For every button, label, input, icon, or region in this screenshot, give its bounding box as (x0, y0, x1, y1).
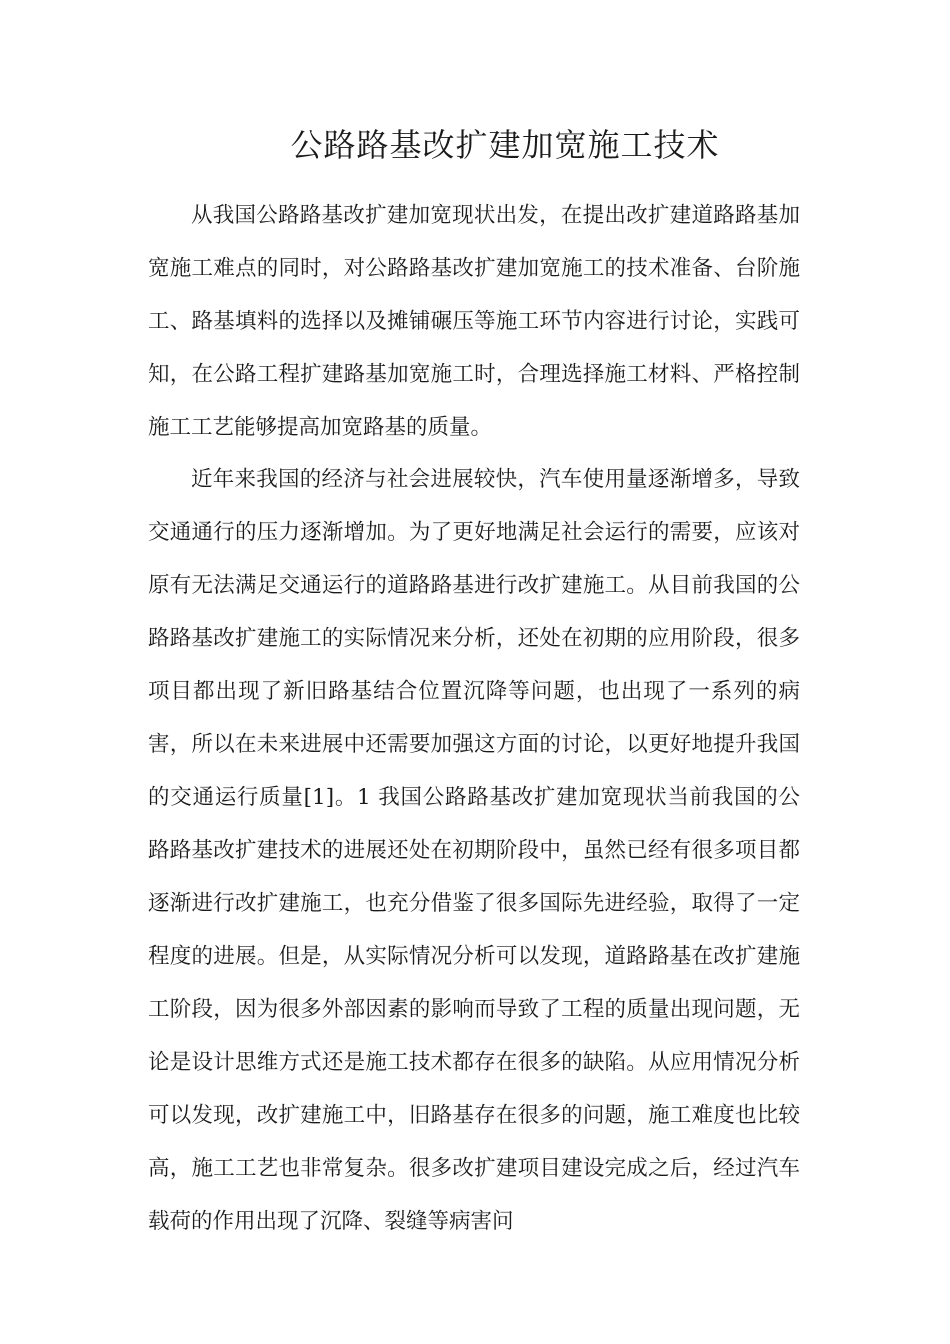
document-title: 公路路基改扩建加宽施工技术 (290, 126, 720, 164)
paragraph-text: 近年来我国的经济与社会进展较快，汽车使用量逐渐增多，导致交通通行的压力逐渐增加。为了更好地满足社会运行的需要，应该对原有无法满足交通运行的道路路基进行改扩建施工。从目前我国的公路路基改扩建施工的实际情况来分析，还处在初期的应用阶段，很多项目都出现了新旧路基结合位置沉降等问题，也出现了一系列的病害，所以在未来进展中还需要加强这方面的讨论，以更好地提升我国的交通运行质量[1]。1 我国公路路基改扩建加宽现状当前我国的公路路基改扩建技术的进展还处在初期阶段中，虽然已经有很多项目都逐渐进行改扩建施工，也充分借鉴了很多国际先进经验，取得了一定程度的进展。但是，从实际情况分析可以发现，道路路基在改扩建施工阶段，因为很多外部因素的影响而导致了工程的质量出现问题，无论是设计思维方式还是施工技术都存在很多的缺陷。从应用情况分析可以发现，改扩建施工中，旧路基存在很多的问题，施工难度也比较高，施工工艺也非常复杂。很多改扩建项目建设完成之后，经过汽车载荷的作用出现了沉降、裂缝等病害问 (148, 467, 800, 1234)
abstract-paragraph (148, 189, 800, 454)
paragraph-text: 从我国公路路基改扩建加宽现状出发，在提出改扩建道路路基加宽施工难点的同时，对公路路基改扩建加宽施工的技术准备、台阶施工、路基填料的选择以及摊铺碾压等施工环节内容进行讨论，实践可知，在公路工程扩建路基加宽施工时，合理选择施工材料、严格控制施工工艺能够提高加宽路基的质量。 (148, 203, 800, 440)
body-paragraph (148, 453, 800, 1248)
